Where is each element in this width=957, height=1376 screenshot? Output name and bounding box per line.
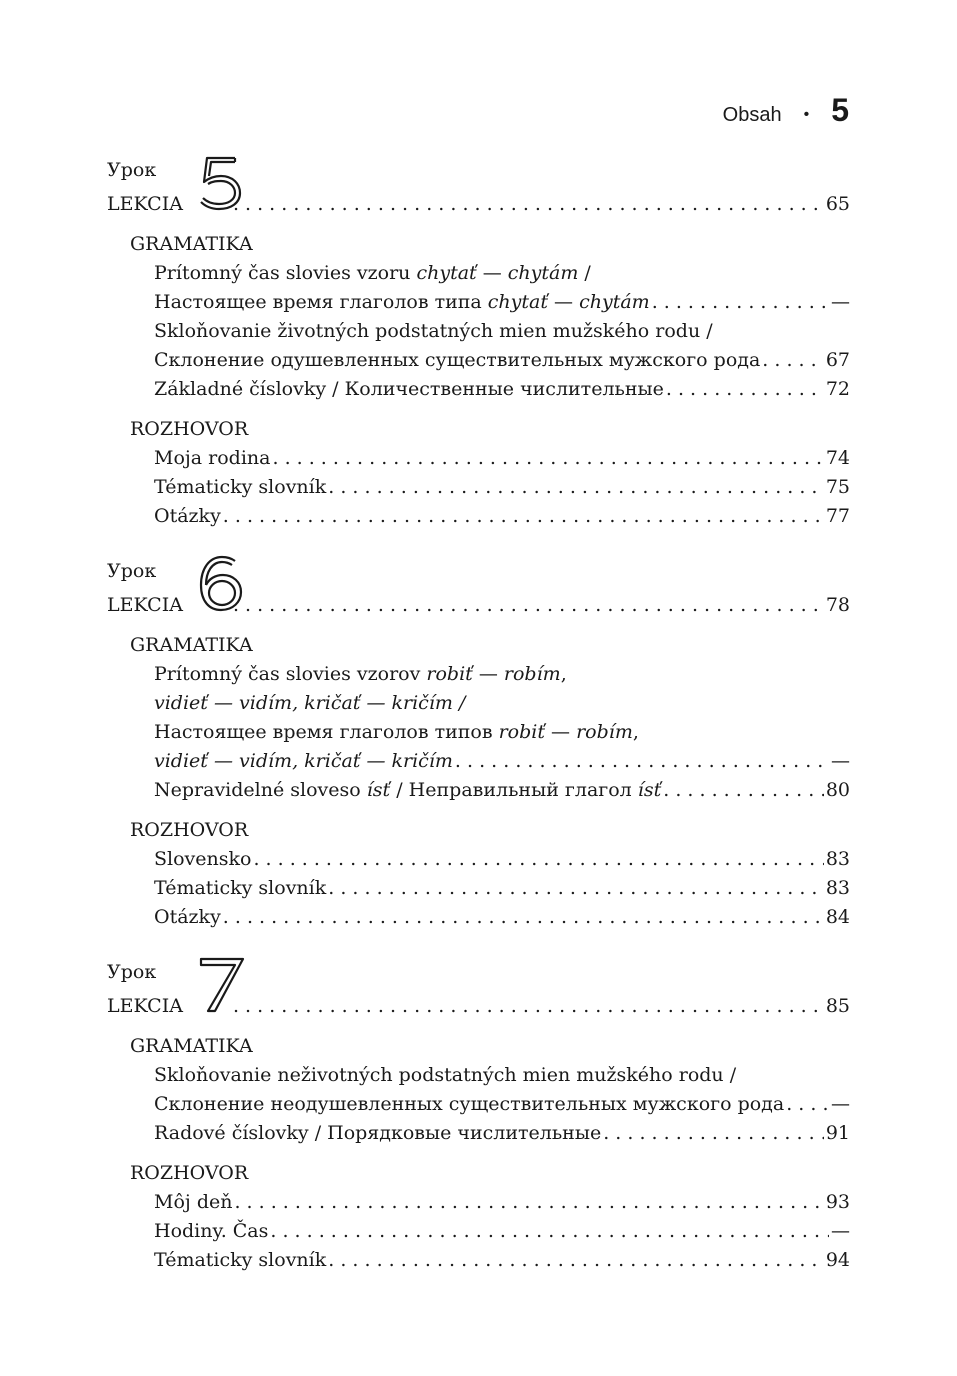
section-title: GRAMATIKA [130, 1035, 253, 1057]
lesson-5-title-row [107, 190, 850, 219]
section-title: GRAMATIKA [130, 233, 253, 255]
lesson-6 [107, 561, 850, 932]
toc-entry-line: Prítomný čas slovies vzorov robiť — robím, [154, 663, 567, 685]
toc-entry[interactable]: Otázky . . . 84 [107, 903, 850, 932]
toc-entry[interactable]: Tématicky slovník . . . 75 [107, 473, 850, 502]
lesson-label-sk: LEKCIA [107, 594, 183, 616]
section-title: ROZHOVOR [130, 819, 249, 841]
toc-entry[interactable]: Tématicky slovník . . . 94 [107, 1246, 850, 1275]
lesson-label-ru: Урок [107, 159, 157, 181]
toc-entry[interactable]: Склонение неодушевленных существительных мужского рода . . . — [107, 1090, 850, 1119]
lesson-6-heading[interactable] [107, 561, 850, 621]
toc-entry[interactable]: Hodiny. Čas . . . — [107, 1217, 850, 1246]
lesson-5-heading[interactable] [107, 160, 850, 220]
section-title: GRAMATIKA [130, 634, 253, 656]
toc-entry[interactable]: Slovensko . . . 83 [107, 845, 850, 874]
toc-entry[interactable]: Môj deň . . . 93 [107, 1188, 850, 1217]
lesson-5 [107, 160, 850, 531]
section-title: ROZHOVOR [130, 418, 249, 440]
lesson-page: 78 [825, 594, 850, 616]
toc-entry[interactable]: Nepravidelné sloveso ísť / Неправильный глагол ísť . . . 80 [107, 776, 850, 805]
lesson-page: 65 [825, 193, 850, 215]
toc-entry[interactable]: Základné číslovky / Количественные числительные . . . 72 [107, 375, 850, 404]
toc-entry[interactable]: Otázky . . . 77 [107, 502, 850, 531]
toc-entry-line: Skloňovanie životných podstatných mien mužského rodu / [154, 320, 713, 342]
toc-entry-line: Skloňovanie neživotných podstatných mien mužského rodu / [154, 1064, 737, 1086]
section-title: ROZHOVOR [130, 1162, 249, 1184]
lesson-label-ru: Урок [107, 961, 157, 983]
header-separator: • [803, 106, 810, 123]
lesson-page: 85 [825, 995, 850, 1017]
lesson-7-heading[interactable] [107, 962, 850, 1022]
header-title: Obsah [722, 104, 782, 126]
lesson-label-sk: LEKCIA [107, 193, 183, 215]
lesson-6-title-row [107, 591, 850, 620]
toc-entry[interactable]: Radové číslovky / Порядковые числительные . . . 91 [107, 1119, 850, 1148]
lesson-label-ru: Урок [107, 560, 157, 582]
toc-entry[interactable]: Склонение одушевленных существительных мужского рода . . . 67 [107, 346, 850, 375]
lesson-label-sk: LEKCIA [107, 995, 183, 1017]
toc-entry-line: Настоящее время глаголов типов robiť — robím, [154, 721, 639, 743]
header-page-number: 5 [831, 92, 849, 128]
toc-entry[interactable]: Настоящее время глаголов типа chytať — chytám . . . — [107, 288, 850, 317]
toc-entry-line: Prítomný čas slovies vzoru chytať — chytám / [154, 262, 591, 284]
lesson-7-title-row [107, 992, 850, 1021]
lesson-7 [107, 962, 850, 1275]
toc-entry-line: vidieť — vidím, kričať — kričím / [154, 692, 466, 714]
toc-entry[interactable]: vidieť — vidím, kričať — kričím . . . — [107, 747, 850, 776]
toc-entry[interactable]: Tématicky slovník . . . 83 [107, 874, 850, 903]
running-header [723, 92, 849, 129]
toc-entry[interactable]: Moja rodina . . . 74 [107, 444, 850, 473]
